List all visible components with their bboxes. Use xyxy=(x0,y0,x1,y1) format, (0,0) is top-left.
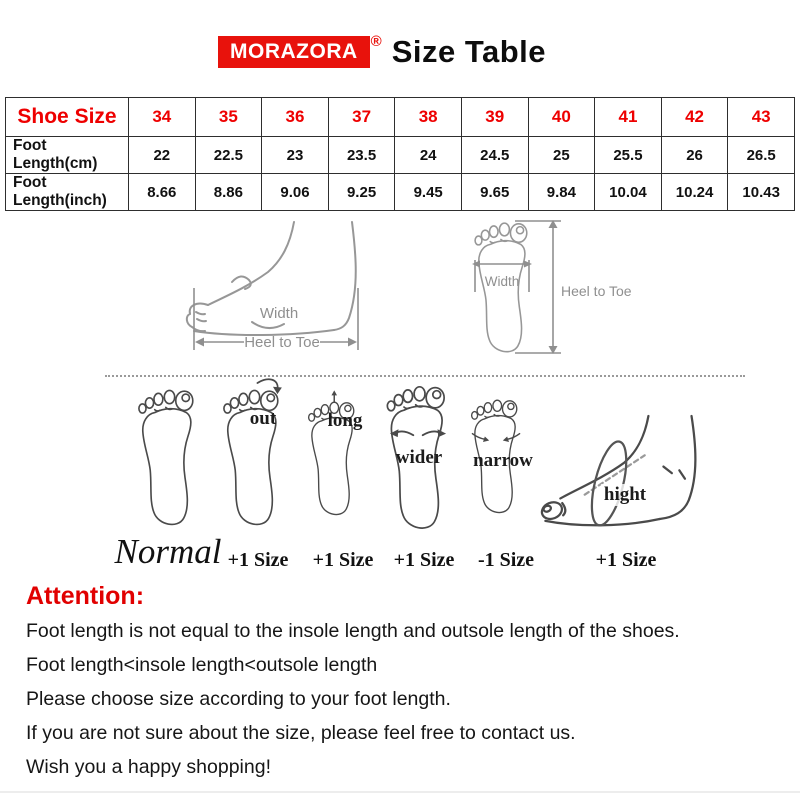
table-row-inch xyxy=(6,174,795,211)
size-cell: 37 xyxy=(328,98,395,137)
inch-cell: 10.43 xyxy=(728,174,795,211)
table-row-sizes xyxy=(6,98,795,137)
attention-section xyxy=(26,582,788,791)
measure-diagram-sole-foot xyxy=(455,212,640,362)
size-cell: 36 xyxy=(262,98,329,137)
cm-cell: 22.5 xyxy=(195,137,262,174)
size-advice-out: +1 Size xyxy=(227,549,289,571)
cm-cell: 24 xyxy=(395,137,462,174)
inch-cell: 10.04 xyxy=(595,174,662,211)
size-advice-hight: +1 Size xyxy=(595,549,657,571)
inch-cell: 9.25 xyxy=(328,174,395,211)
toe-out-foot-illustration xyxy=(216,376,290,538)
long-foot-illustration xyxy=(302,374,364,542)
high-instep-foot-illustration xyxy=(536,412,714,538)
cm-cell: 25 xyxy=(528,137,595,174)
inch-cell: 8.86 xyxy=(195,174,262,211)
cm-cell: 25.5 xyxy=(595,137,662,174)
measure-diagram-side-foot xyxy=(182,218,372,353)
size-row-header: Shoe Size xyxy=(6,98,129,137)
attention-heading: Attention: xyxy=(26,582,145,610)
cm-row-header: Foot Length(cm) xyxy=(6,137,129,174)
size-table xyxy=(5,97,795,211)
fit-guide xyxy=(0,372,800,584)
size-cell: 41 xyxy=(595,98,662,137)
attention-line: Foot length<insole length<outsole length xyxy=(26,654,378,676)
side-heel-to-toe-label: Heel to Toe xyxy=(244,334,320,351)
sole-heel-to-toe-label: Heel to Toe xyxy=(561,283,632,299)
attention-line: Please choose size according to your foot length. xyxy=(26,688,451,710)
normal-foot-illustration xyxy=(131,377,205,537)
bottom-divider xyxy=(0,791,800,793)
inch-cell: 9.84 xyxy=(528,174,595,211)
size-advice-narrow: -1 Size xyxy=(477,549,535,571)
size-cell: 34 xyxy=(129,98,196,137)
size-cell: 39 xyxy=(461,98,528,137)
inch-cell: 10.24 xyxy=(661,174,728,211)
inch-cell: 8.66 xyxy=(129,174,196,211)
size-cell: 40 xyxy=(528,98,595,137)
size-cell: 42 xyxy=(661,98,728,137)
foot-note-wider: wider xyxy=(395,447,443,468)
page-title: Size Table xyxy=(391,34,547,69)
normal-label: Normal xyxy=(114,532,222,571)
cm-cell: 23.5 xyxy=(328,137,395,174)
cm-cell: 26.5 xyxy=(728,137,795,174)
size-cell: 35 xyxy=(195,98,262,137)
size-cell: 38 xyxy=(395,98,462,137)
brand-header xyxy=(218,34,546,70)
foot-note-hight: hight xyxy=(601,484,649,506)
long-toe-arrow-icon xyxy=(331,390,337,402)
cm-cell: 24.5 xyxy=(461,137,528,174)
brand-logo: MORAZORA xyxy=(218,36,370,68)
cm-cell: 22 xyxy=(129,137,196,174)
attention-line: If you are not sure about the size, please feel free to contact us. xyxy=(26,722,576,744)
side-width-label: Width xyxy=(259,305,299,322)
cm-cell: 26 xyxy=(661,137,728,174)
size-advice-long: +1 Size xyxy=(312,549,374,571)
inch-cell: 9.65 xyxy=(461,174,528,211)
foot-note-out: out xyxy=(249,408,277,429)
attention-line: Wish you a happy shopping! xyxy=(26,756,271,778)
foot-note-long: long xyxy=(327,410,363,431)
attention-line: Foot length is not equal to the insole length and outsole length of the shoes. xyxy=(26,620,680,642)
inch-row-header: Foot Length(inch) xyxy=(6,174,129,211)
cm-cell: 23 xyxy=(262,137,329,174)
registered-trademark-icon: ® xyxy=(370,32,382,50)
size-advice-wider: +1 Size xyxy=(393,549,455,571)
sole-width-label: Width xyxy=(484,274,520,289)
size-cell: 43 xyxy=(728,98,795,137)
table-row-cm xyxy=(6,137,795,174)
inch-cell: 9.45 xyxy=(395,174,462,211)
foot-note-narrow: narrow xyxy=(473,450,533,471)
inch-cell: 9.06 xyxy=(262,174,329,211)
